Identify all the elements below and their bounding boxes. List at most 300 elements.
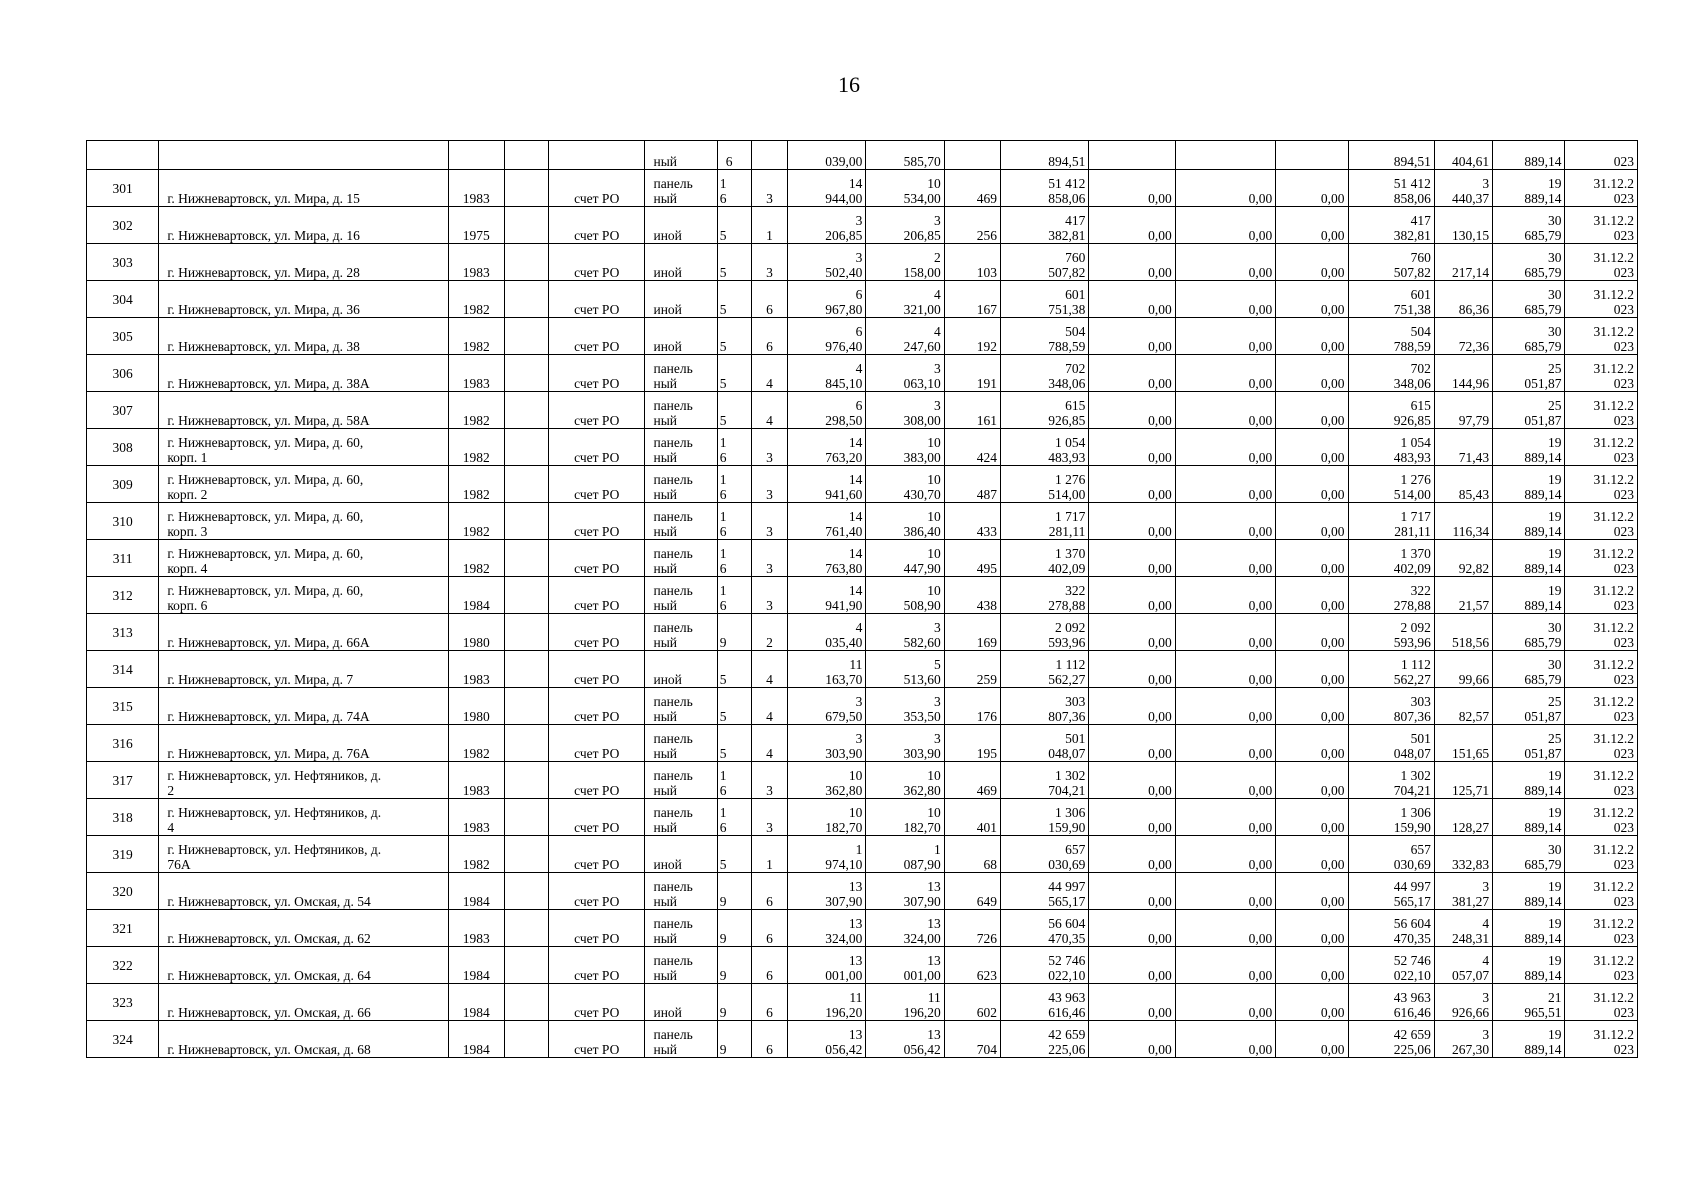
cell-deadline: 31.12.2 023 bbox=[1565, 355, 1638, 392]
cell-method: счет РО bbox=[549, 540, 645, 577]
cell-floors: 5 bbox=[717, 836, 751, 873]
cell-fund-local: 0,00 bbox=[1276, 910, 1348, 947]
cell-deadline: 31.12.2 023 bbox=[1565, 1021, 1638, 1058]
cell-area-total: 4 845,10 bbox=[788, 355, 866, 392]
cell-residents: 726 bbox=[944, 910, 1000, 947]
cell-cost: 1 717 281,11 bbox=[1001, 503, 1089, 540]
cell-fund-owners: 1 112 562,27 bbox=[1348, 651, 1434, 688]
cell-fund-owners: 51 412 858,06 bbox=[1348, 170, 1434, 207]
cell-fund-regional: 0,00 bbox=[1175, 503, 1275, 540]
cell-method: счет РО bbox=[549, 170, 645, 207]
cell-wall: панель ный bbox=[645, 725, 717, 762]
cell-method: счет РО bbox=[549, 836, 645, 873]
cell-year: 1975 bbox=[448, 207, 504, 244]
cell-limit-per-m2: 19 889,14 bbox=[1493, 799, 1565, 836]
cell-entrances: 4 bbox=[751, 688, 787, 725]
cell-year: 1984 bbox=[448, 1021, 504, 1058]
cell-address: г. Нижневартовск, ул. Мира, д. 7 bbox=[159, 651, 448, 688]
cell-capital bbox=[504, 207, 548, 244]
cell-fund-federal: 0,00 bbox=[1089, 503, 1175, 540]
cell-residents: 161 bbox=[944, 392, 1000, 429]
cell-fund-federal: 0,00 bbox=[1089, 429, 1175, 466]
cell-area-total: 6 298,50 bbox=[788, 392, 866, 429]
cell-year: 1982 bbox=[448, 281, 504, 318]
cell-cost-per-m2: 4 248,31 bbox=[1434, 910, 1492, 947]
cell-fund-regional: 0,00 bbox=[1175, 947, 1275, 984]
cell-capital bbox=[504, 141, 548, 170]
cell-fund-owners: 44 997 565,17 bbox=[1348, 873, 1434, 910]
cell-area-total: 11 196,20 bbox=[788, 984, 866, 1021]
cell-number: 312 bbox=[87, 577, 159, 614]
cell-method: счет РО bbox=[549, 281, 645, 318]
cell-fund-owners: 2 092 593,96 bbox=[1348, 614, 1434, 651]
cell-fund-owners: 894,51 bbox=[1348, 141, 1434, 170]
cell-area-living: 3 353,50 bbox=[866, 688, 944, 725]
cell-fund-regional: 0,00 bbox=[1175, 577, 1275, 614]
cell-year: 1983 bbox=[448, 799, 504, 836]
cell-limit-per-m2: 19 889,14 bbox=[1493, 910, 1565, 947]
cell-deadline: 31.12.2 023 bbox=[1565, 873, 1638, 910]
cell-number: 321 bbox=[87, 910, 159, 947]
cell-cost-per-m2: 72,36 bbox=[1434, 318, 1492, 355]
cell-wall: панель ный bbox=[645, 799, 717, 836]
cell-wall: иной bbox=[645, 244, 717, 281]
cell-address: г. Нижневартовск, ул. Мира, д. 60, корп. 4 bbox=[159, 540, 448, 577]
cell-area-total: 4 035,40 bbox=[788, 614, 866, 651]
cell-entrances: 3 bbox=[751, 540, 787, 577]
cell-fund-local: 0,00 bbox=[1276, 170, 1348, 207]
cell-wall: иной bbox=[645, 281, 717, 318]
table-row bbox=[87, 577, 1638, 614]
cell-wall: панель ный bbox=[645, 910, 717, 947]
table-row bbox=[87, 207, 1638, 244]
cell-floors: 9 bbox=[717, 614, 751, 651]
cell-number: 313 bbox=[87, 614, 159, 651]
cell-area-living: 10 386,40 bbox=[866, 503, 944, 540]
cell-wall: панель ный bbox=[645, 466, 717, 503]
cell-deadline: 31.12.2 023 bbox=[1565, 614, 1638, 651]
cell-address: г. Нижневартовск, ул. Омская, д. 68 bbox=[159, 1021, 448, 1058]
cell-year: 1982 bbox=[448, 429, 504, 466]
cell-fund-local: 0,00 bbox=[1276, 392, 1348, 429]
cell-deadline: 31.12.2 023 bbox=[1565, 207, 1638, 244]
cell-year: 1982 bbox=[448, 836, 504, 873]
cell-deadline: 31.12.2 023 bbox=[1565, 392, 1638, 429]
cell-cost: 56 604 470,35 bbox=[1001, 910, 1089, 947]
cell-method: счет РО bbox=[549, 762, 645, 799]
cell-fund-federal: 0,00 bbox=[1089, 799, 1175, 836]
cell-number: 315 bbox=[87, 688, 159, 725]
cell-fund-federal: 0,00 bbox=[1089, 281, 1175, 318]
cell-fund-local: 0,00 bbox=[1276, 762, 1348, 799]
cell-number bbox=[87, 141, 159, 170]
cell-number: 314 bbox=[87, 651, 159, 688]
cell-cost-per-m2: 3 926,66 bbox=[1434, 984, 1492, 1021]
cell-address: г. Нижневартовск, ул. Нефтяников, д. 76А bbox=[159, 836, 448, 873]
cell-area-living: 10 508,90 bbox=[866, 577, 944, 614]
cell-fund-local: 0,00 bbox=[1276, 725, 1348, 762]
cell-floors: 9 bbox=[717, 910, 751, 947]
housing-program-table bbox=[86, 140, 1638, 1058]
cell-deadline: 31.12.2 023 bbox=[1565, 762, 1638, 799]
cell-limit-per-m2: 19 889,14 bbox=[1493, 466, 1565, 503]
cell-limit-per-m2: 19 889,14 bbox=[1493, 947, 1565, 984]
cell-fund-local: 0,00 bbox=[1276, 984, 1348, 1021]
cell-area-total: 6 976,40 bbox=[788, 318, 866, 355]
cell-fund-federal: 0,00 bbox=[1089, 762, 1175, 799]
cell-area-total: 14 941,90 bbox=[788, 577, 866, 614]
cell-floors: 1 6 bbox=[717, 762, 751, 799]
cell-fund-regional: 0,00 bbox=[1175, 910, 1275, 947]
cell-capital bbox=[504, 281, 548, 318]
cell-residents: 401 bbox=[944, 799, 1000, 836]
cell-fund-regional: 0,00 bbox=[1175, 392, 1275, 429]
cell-entrances: 3 bbox=[751, 799, 787, 836]
cell-fund-federal: 0,00 bbox=[1089, 984, 1175, 1021]
cell-cost-per-m2: 332,83 bbox=[1434, 836, 1492, 873]
cell-fund-local: 0,00 bbox=[1276, 503, 1348, 540]
cell-number: 309 bbox=[87, 466, 159, 503]
cell-wall: панель ный bbox=[645, 614, 717, 651]
cell-entrances: 3 bbox=[751, 762, 787, 799]
cell-fund-owners: 657 030,69 bbox=[1348, 836, 1434, 873]
cell-cost-per-m2: 21,57 bbox=[1434, 577, 1492, 614]
cell-year: 1982 bbox=[448, 503, 504, 540]
cell-capital bbox=[504, 762, 548, 799]
cell-address: г. Нижневартовск, ул. Мира, д. 60, корп. 1 bbox=[159, 429, 448, 466]
cell-fund-owners: 322 278,88 bbox=[1348, 577, 1434, 614]
cell-entrances: 4 bbox=[751, 725, 787, 762]
cell-floors: 5 bbox=[717, 244, 751, 281]
cell-cost: 1 302 704,21 bbox=[1001, 762, 1089, 799]
table-row bbox=[87, 170, 1638, 207]
cell-fund-federal: 0,00 bbox=[1089, 466, 1175, 503]
cell-fund-local: 0,00 bbox=[1276, 207, 1348, 244]
cell-deadline: 31.12.2 023 bbox=[1565, 836, 1638, 873]
cell-cost: 417 382,81 bbox=[1001, 207, 1089, 244]
cell-fund-federal: 0,00 bbox=[1089, 725, 1175, 762]
cell-fund-local: 0,00 bbox=[1276, 614, 1348, 651]
cell-method: счет РО bbox=[549, 244, 645, 281]
table-row bbox=[87, 614, 1638, 651]
cell-capital bbox=[504, 614, 548, 651]
cell-address: г. Нижневартовск, ул. Омская, д. 54 bbox=[159, 873, 448, 910]
cell-fund-local: 0,00 bbox=[1276, 651, 1348, 688]
cell-fund-local: 0,00 bbox=[1276, 466, 1348, 503]
cell-cost: 1 112 562,27 bbox=[1001, 651, 1089, 688]
cell-cost: 44 997 565,17 bbox=[1001, 873, 1089, 910]
cell-wall: панель ный bbox=[645, 947, 717, 984]
cell-residents: 256 bbox=[944, 207, 1000, 244]
cell-cost: 615 926,85 bbox=[1001, 392, 1089, 429]
cell-capital bbox=[504, 651, 548, 688]
cell-fund-regional: 0,00 bbox=[1175, 207, 1275, 244]
cell-floors: 9 bbox=[717, 1021, 751, 1058]
cell-residents: 438 bbox=[944, 577, 1000, 614]
cell-year: 1983 bbox=[448, 651, 504, 688]
cell-cost-per-m2: 99,66 bbox=[1434, 651, 1492, 688]
cell-method: счет РО bbox=[549, 355, 645, 392]
cell-floors: 9 bbox=[717, 947, 751, 984]
cell-cost-per-m2: 3 381,27 bbox=[1434, 873, 1492, 910]
cell-fund-local: 0,00 bbox=[1276, 540, 1348, 577]
cell-cost: 1 054 483,93 bbox=[1001, 429, 1089, 466]
cell-deadline: 31.12.2 023 bbox=[1565, 540, 1638, 577]
cell-method: счет РО bbox=[549, 318, 645, 355]
cell-area-living: 10 182,70 bbox=[866, 799, 944, 836]
cell-entrances: 3 bbox=[751, 170, 787, 207]
cell-residents: 469 bbox=[944, 762, 1000, 799]
cell-address: г. Нижневартовск, ул. Мира, д. 66А bbox=[159, 614, 448, 651]
cell-area-total: 039,00 bbox=[788, 141, 866, 170]
cell-area-living: 10 362,80 bbox=[866, 762, 944, 799]
cell-area-living: 10 383,00 bbox=[866, 429, 944, 466]
table-row bbox=[87, 244, 1638, 281]
cell-fund-owners: 52 746 022,10 bbox=[1348, 947, 1434, 984]
cell-wall: панель ный bbox=[645, 577, 717, 614]
cell-area-total: 3 679,50 bbox=[788, 688, 866, 725]
cell-floors: 5 bbox=[717, 651, 751, 688]
cell-address bbox=[159, 141, 448, 170]
cell-cost-per-m2: 217,14 bbox=[1434, 244, 1492, 281]
cell-address: г. Нижневартовск, ул. Мира, д. 16 bbox=[159, 207, 448, 244]
cell-fund-owners: 42 659 225,06 bbox=[1348, 1021, 1434, 1058]
cell-cost: 1 306 159,90 bbox=[1001, 799, 1089, 836]
cell-address: г. Нижневартовск, ул. Мира, д. 38 bbox=[159, 318, 448, 355]
cell-capital bbox=[504, 910, 548, 947]
cell-address: г. Нижневартовск, ул. Мира, д. 60, корп. 2 bbox=[159, 466, 448, 503]
cell-fund-local: 0,00 bbox=[1276, 688, 1348, 725]
cell-cost: 43 963 616,46 bbox=[1001, 984, 1089, 1021]
cell-fund-local: 0,00 bbox=[1276, 836, 1348, 873]
cell-method: счет РО bbox=[549, 614, 645, 651]
cell-residents: 167 bbox=[944, 281, 1000, 318]
cell-floors: 1 6 bbox=[717, 170, 751, 207]
cell-cost: 702 348,06 bbox=[1001, 355, 1089, 392]
table-row bbox=[87, 799, 1638, 836]
cell-number: 302 bbox=[87, 207, 159, 244]
cell-method: счет РО bbox=[549, 466, 645, 503]
cell-entrances: 1 bbox=[751, 207, 787, 244]
cell-fund-federal: 0,00 bbox=[1089, 873, 1175, 910]
cell-floors: 1 6 bbox=[717, 540, 751, 577]
cell-fund-local: 0,00 bbox=[1276, 244, 1348, 281]
cell-wall: панель ный bbox=[645, 503, 717, 540]
cell-fund-regional: 0,00 bbox=[1175, 984, 1275, 1021]
cell-limit-per-m2: 19 889,14 bbox=[1493, 170, 1565, 207]
cell-area-living: 3 303,90 bbox=[866, 725, 944, 762]
cell-area-living: 4 247,60 bbox=[866, 318, 944, 355]
table-row bbox=[87, 688, 1638, 725]
cell-fund-federal: 0,00 bbox=[1089, 577, 1175, 614]
cell-limit-per-m2: 19 889,14 bbox=[1493, 577, 1565, 614]
cell-limit-per-m2: 21 965,51 bbox=[1493, 984, 1565, 1021]
cell-limit-per-m2: 19 889,14 bbox=[1493, 503, 1565, 540]
cell-number: 303 bbox=[87, 244, 159, 281]
cell-number: 305 bbox=[87, 318, 159, 355]
cell-residents: 103 bbox=[944, 244, 1000, 281]
cell-number: 323 bbox=[87, 984, 159, 1021]
cell-limit-per-m2: 30 685,79 bbox=[1493, 244, 1565, 281]
cell-fund-local: 0,00 bbox=[1276, 281, 1348, 318]
cell-residents: 424 bbox=[944, 429, 1000, 466]
cell-entrances: 4 bbox=[751, 355, 787, 392]
cell-address: г. Нижневартовск, ул. Мира, д. 58А bbox=[159, 392, 448, 429]
cell-address: г. Нижневартовск, ул. Мира, д. 38А bbox=[159, 355, 448, 392]
cell-fund-regional: 0,00 bbox=[1175, 355, 1275, 392]
cell-deadline: 31.12.2 023 bbox=[1565, 651, 1638, 688]
cell-floors: 1 6 bbox=[717, 577, 751, 614]
cell-deadline: 31.12.2 023 bbox=[1565, 725, 1638, 762]
cell-wall: панель ный bbox=[645, 170, 717, 207]
cell-year: 1984 bbox=[448, 873, 504, 910]
cell-fund-owners: 702 348,06 bbox=[1348, 355, 1434, 392]
cell-fund-owners: 1 370 402,09 bbox=[1348, 540, 1434, 577]
cell-limit-per-m2: 25 051,87 bbox=[1493, 355, 1565, 392]
cell-area-living: 11 196,20 bbox=[866, 984, 944, 1021]
cell-year: 1984 bbox=[448, 984, 504, 1021]
cell-deadline: 31.12.2 023 bbox=[1565, 466, 1638, 503]
cell-limit-per-m2: 30 685,79 bbox=[1493, 836, 1565, 873]
cell-year: 1982 bbox=[448, 466, 504, 503]
continuation-row bbox=[87, 141, 1638, 170]
cell-number: 318 bbox=[87, 799, 159, 836]
cell-cost-per-m2: 92,82 bbox=[1434, 540, 1492, 577]
table-row bbox=[87, 355, 1638, 392]
cell-fund-owners: 43 963 616,46 bbox=[1348, 984, 1434, 1021]
cell-limit-per-m2: 25 051,87 bbox=[1493, 725, 1565, 762]
cell-method: счет РО bbox=[549, 873, 645, 910]
cell-residents: 495 bbox=[944, 540, 1000, 577]
table-row bbox=[87, 392, 1638, 429]
cell-wall: панель ный bbox=[645, 540, 717, 577]
cell-capital bbox=[504, 503, 548, 540]
cell-limit-per-m2: 30 685,79 bbox=[1493, 614, 1565, 651]
cell-floors: 5 bbox=[717, 688, 751, 725]
cell-capital bbox=[504, 170, 548, 207]
cell-fund-regional: 0,00 bbox=[1175, 170, 1275, 207]
cell-wall: иной bbox=[645, 836, 717, 873]
cell-fund-federal: 0,00 bbox=[1089, 392, 1175, 429]
cell-cost: 2 092 593,96 bbox=[1001, 614, 1089, 651]
cell-fund-regional: 0,00 bbox=[1175, 836, 1275, 873]
table-row bbox=[87, 318, 1638, 355]
cell-cost-per-m2: 71,43 bbox=[1434, 429, 1492, 466]
cell-residents: 602 bbox=[944, 984, 1000, 1021]
cell-wall: иной bbox=[645, 651, 717, 688]
cell-method bbox=[549, 141, 645, 170]
cell-address: г. Нижневартовск, ул. Омская, д. 66 bbox=[159, 984, 448, 1021]
cell-fund-local: 0,00 bbox=[1276, 947, 1348, 984]
cell-fund-federal: 0,00 bbox=[1089, 947, 1175, 984]
cell-entrances: 3 bbox=[751, 577, 787, 614]
cell-cost: 894,51 bbox=[1001, 141, 1089, 170]
cell-area-living: 13 056,42 bbox=[866, 1021, 944, 1058]
cell-area-total: 13 307,90 bbox=[788, 873, 866, 910]
cell-capital bbox=[504, 540, 548, 577]
cell-number: 304 bbox=[87, 281, 159, 318]
cell-wall: иной bbox=[645, 984, 717, 1021]
cell-deadline: 31.12.2 023 bbox=[1565, 799, 1638, 836]
cell-entrances: 2 bbox=[751, 614, 787, 651]
cell-residents: 469 bbox=[944, 170, 1000, 207]
cell-address: г. Нижневартовск, ул. Омская, д. 64 bbox=[159, 947, 448, 984]
cell-fund-regional: 0,00 bbox=[1175, 318, 1275, 355]
cell-area-living: 10 430,70 bbox=[866, 466, 944, 503]
table-row bbox=[87, 429, 1638, 466]
cell-area-living: 13 324,00 bbox=[866, 910, 944, 947]
cell-floors: 5 bbox=[717, 355, 751, 392]
cell-number: 324 bbox=[87, 1021, 159, 1058]
cell-wall: иной bbox=[645, 207, 717, 244]
cell-address: г. Нижневартовск, ул. Омская, д. 62 bbox=[159, 910, 448, 947]
cell-entrances: 6 bbox=[751, 873, 787, 910]
cell-area-living: 5 513,60 bbox=[866, 651, 944, 688]
cell-method: счет РО bbox=[549, 1021, 645, 1058]
cell-area-total: 6 967,80 bbox=[788, 281, 866, 318]
cell-cost: 52 746 022,10 bbox=[1001, 947, 1089, 984]
cell-method: счет РО bbox=[549, 799, 645, 836]
cell-method: счет РО bbox=[549, 392, 645, 429]
cell-cost: 657 030,69 bbox=[1001, 836, 1089, 873]
cell-deadline: 023 bbox=[1565, 141, 1638, 170]
cell-deadline: 31.12.2 023 bbox=[1565, 910, 1638, 947]
cell-year: 1984 bbox=[448, 577, 504, 614]
cell-fund-federal: 0,00 bbox=[1089, 355, 1175, 392]
cell-area-living: 10 534,00 bbox=[866, 170, 944, 207]
cell-fund-regional: 0,00 bbox=[1175, 725, 1275, 762]
cell-cost-per-m2: 151,65 bbox=[1434, 725, 1492, 762]
cell-fund-regional: 0,00 bbox=[1175, 244, 1275, 281]
cell-residents: 169 bbox=[944, 614, 1000, 651]
cell-fund-local: 0,00 bbox=[1276, 799, 1348, 836]
cell-wall: панель ный bbox=[645, 688, 717, 725]
cell-fund-owners: 615 926,85 bbox=[1348, 392, 1434, 429]
cell-cost-per-m2: 130,15 bbox=[1434, 207, 1492, 244]
cell-entrances: 6 bbox=[751, 984, 787, 1021]
cell-cost-per-m2: 3 267,30 bbox=[1434, 1021, 1492, 1058]
cell-address: г. Нижневартовск, ул. Мира, д. 36 bbox=[159, 281, 448, 318]
table-row bbox=[87, 281, 1638, 318]
cell-area-total: 3 303,90 bbox=[788, 725, 866, 762]
cell-area-total: 3 502,40 bbox=[788, 244, 866, 281]
cell-residents: 68 bbox=[944, 836, 1000, 873]
table-row bbox=[87, 1021, 1638, 1058]
table-row bbox=[87, 762, 1638, 799]
cell-deadline: 31.12.2 023 bbox=[1565, 318, 1638, 355]
cell-address: г. Нижневартовск, ул. Мира, д. 60, корп. 3 bbox=[159, 503, 448, 540]
cell-method: счет РО bbox=[549, 577, 645, 614]
cell-floors: 1 6 bbox=[717, 503, 751, 540]
table-row bbox=[87, 836, 1638, 873]
cell-capital bbox=[504, 355, 548, 392]
cell-fund-regional: 0,00 bbox=[1175, 651, 1275, 688]
cell-fund-federal: 0,00 bbox=[1089, 836, 1175, 873]
cell-cost-per-m2: 128,27 bbox=[1434, 799, 1492, 836]
cell-floors: 5 bbox=[717, 207, 751, 244]
cell-fund-regional: 0,00 bbox=[1175, 688, 1275, 725]
cell-fund-owners: 56 604 470,35 bbox=[1348, 910, 1434, 947]
cell-fund-local: 0,00 bbox=[1276, 577, 1348, 614]
cell-number: 307 bbox=[87, 392, 159, 429]
cell-address: г. Нижневартовск, ул. Нефтяников, д. 2 bbox=[159, 762, 448, 799]
cell-cost-per-m2: 4 057,07 bbox=[1434, 947, 1492, 984]
cell-wall: панель ный bbox=[645, 429, 717, 466]
cell-number: 316 bbox=[87, 725, 159, 762]
cell-fund-owners: 504 788,59 bbox=[1348, 318, 1434, 355]
cell-floors: 6 bbox=[717, 141, 751, 170]
cell-capital bbox=[504, 947, 548, 984]
